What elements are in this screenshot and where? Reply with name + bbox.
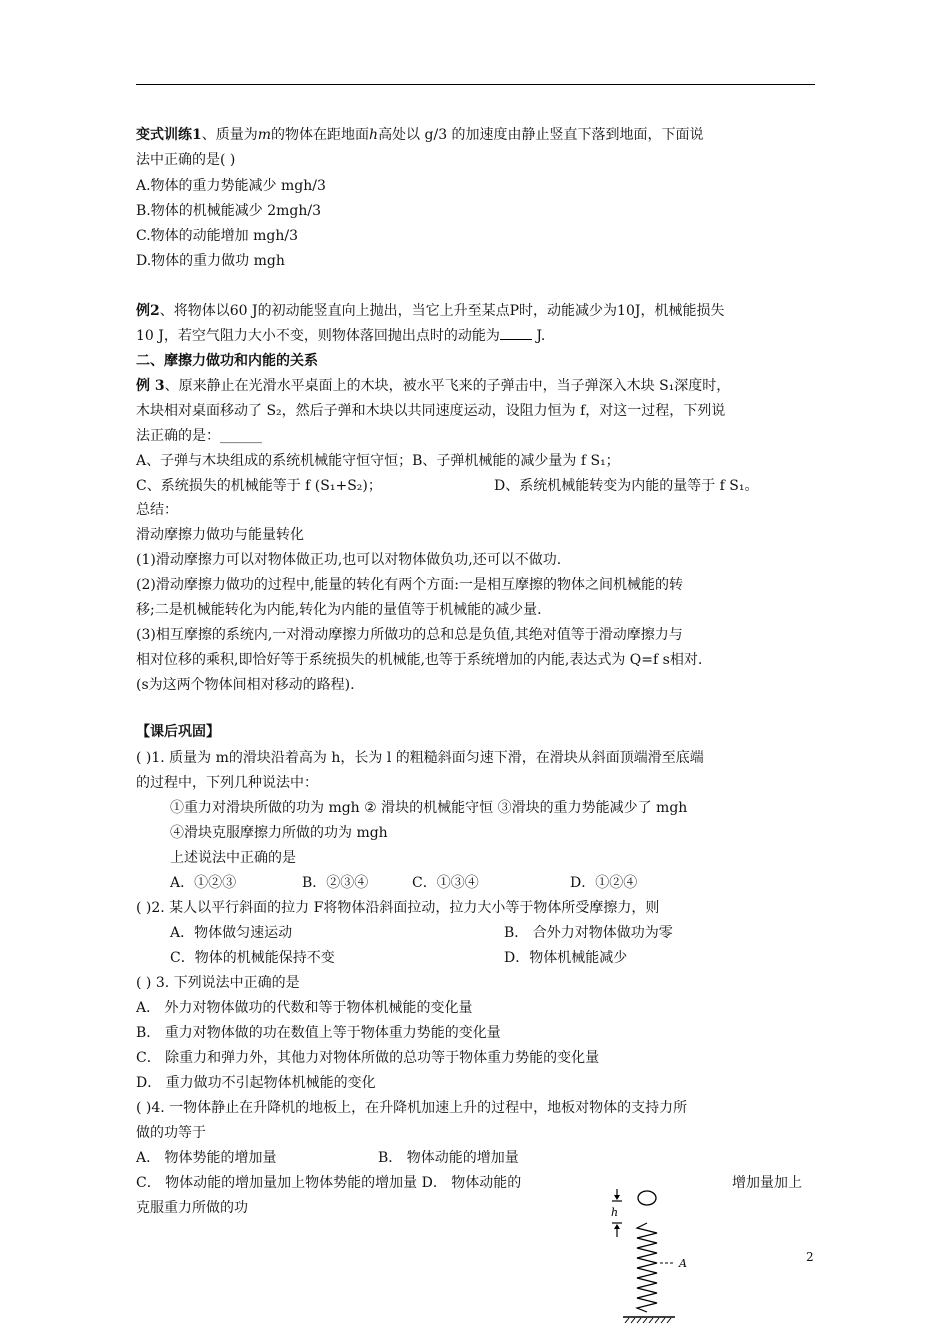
q3-option-a: A． 外力对物体做功的代数和等于物体机械能的变化量 [136, 1000, 473, 1016]
q4-option-b: B． 物体动能的增加量 [378, 1150, 519, 1166]
exercise1-option-a: A.物体的重力势能减少 mgh/3 [136, 178, 326, 194]
text: J. [531, 328, 546, 344]
summary-point3b: 相对位移的乘积,即恰好等于系统损失的机械能,也等于系统增加的内能,表达式为 Q=f s相对. [136, 652, 703, 668]
example3-line2: 木块相对桌面移动了 S₂，然后子弹和木块以共同速度运动，设阻力恒为 f，对这一过程，下列说 [136, 403, 726, 419]
q4-line2: 做的功等于 [136, 1125, 206, 1141]
example3-options-ab: A、子弹与木块组成的系统机械能守恒守恒；B、子弹机械能的减少量为 f S₁； [136, 453, 620, 469]
summary-point3a: (3)相互摩擦的系统内,一对滑动摩擦力所做功的总和总是负值,其绝对值等于滑动摩擦力与 [136, 627, 683, 643]
q1-option-a: A．①②③ [170, 875, 237, 891]
summary-title: 总结： [136, 502, 178, 518]
q1-statement2: ④滑块克服摩擦力所做的功为 mgh [170, 825, 388, 841]
arrow-up-icon [614, 1224, 620, 1229]
example3-heading: 例 3 [136, 378, 165, 394]
q1-option-b: B．②③④ [302, 875, 369, 891]
label-h: h [611, 1206, 619, 1219]
q2-line1: ( )2. 某人以平行斜面的拉力 F将物体沿斜面拉动，拉力大小等于物体所受摩擦力，则 [136, 900, 660, 916]
q2-option-d: D．物体机械能减少 [504, 950, 628, 966]
q2-option-b: B． 合外力对物体做功为零 [504, 925, 673, 941]
summary-point3c: (s为这两个物体间相对移动的路程). [136, 677, 355, 693]
example2-line2 [136, 327, 545, 345]
example3-line1 [136, 377, 730, 395]
var-m: m [257, 127, 272, 143]
summary-point2a: (2)滑动摩擦力做功的过程中,能量的转化有两个方面:一是相互摩擦的物体之间机械能的转 [136, 577, 683, 593]
example3-line3: 法正确的是：______ [136, 428, 262, 444]
q4-line-last: 克服重力所做的功 [136, 1200, 248, 1216]
example2-line1 [136, 302, 724, 320]
example3-option-d: D、系统机械能转变为内能的量等于 f S₁。 [494, 478, 759, 494]
q4-line1: ( )4. 一物体静止在升降机的地板上，在升降机加速上升的过程中，地板对物体的支持力所 [136, 1100, 688, 1116]
summary-point2b: 移;二是机械能转化为内能,转化为内能的量值等于机械能的减少量. [136, 602, 542, 618]
q3-option-d: D． 重力做功不引起物体机械能的变化 [136, 1075, 376, 1091]
exercise1-option-b: B.物体的机械能减少 2mgh/3 [136, 203, 321, 219]
spring [637, 1223, 657, 1312]
header-rule [136, 84, 815, 85]
q2-option-a: A．物体做匀速运动 [170, 925, 293, 941]
summary-point1: (1)滑动摩擦力可以对物体做正功,也可以对物体做负功,还可以不做功. [136, 552, 562, 568]
homework-title: 【课后巩固】 [136, 724, 220, 740]
q1-line2: 的过程中，下列几种说法中： [136, 775, 318, 791]
text: 的物体在距地面 [271, 127, 370, 143]
text: 、将物体以60 J的初动能竖直向上抛出，当它上升至某点P时，动能减少为10J，机械能损失 [159, 303, 725, 319]
q4-option-cd: C． 物体动能的增加量加上物体势能的增加量 D． 物体动能的 [136, 1175, 522, 1191]
spring-ball-figure [605, 1185, 715, 1325]
q3-option-b: B． 重力对物体做的功在数值上等于物体重力势能的变化量 [136, 1025, 501, 1041]
q1-option-d: D．①②④ [570, 875, 638, 891]
q1-option-c: C．①③④ [412, 875, 479, 891]
q3-option-c: C． 除重力和弹力外，其他力对物体所做的总功等于物体重力势能的变化量 [136, 1050, 600, 1066]
page-number: 2 [806, 1250, 814, 1264]
exercise1-line1 [136, 126, 704, 144]
q1-statement1: ①重力对滑块所做的功为 mgh ② 滑块的机械能守恒 ③滑块的重力势能减少了 mgh [170, 800, 688, 816]
ground-hatch [625, 1318, 671, 1323]
q2-option-c: C．物体的机械能保持不变 [170, 950, 335, 966]
q3-line1: ( ) 3. 下列说法中正确的是 [136, 975, 300, 991]
q4-option-d-cont: 增加量加上 [732, 1175, 802, 1191]
example2-heading: 例2 [136, 303, 160, 319]
arrow-down-icon [614, 1195, 620, 1200]
exercise1-option-d: D.物体的重力做功 mgh [136, 253, 285, 269]
example3-option-c: C、系统损失的机械能等于 f (S₁+S₂)； [136, 478, 382, 494]
q4-option-a: A． 物体势能的增加量 [136, 1150, 277, 1166]
text: 、原来静止在光滑水平桌面上的木块，被水平飞来的子弹击中，当子弹深入木块 S₁深度时， [164, 378, 731, 394]
exercise1-line2: 法中正确的是( ) [136, 152, 236, 168]
exercise1-heading: 变式训练1 [136, 127, 202, 143]
var-h: h [369, 127, 379, 143]
exercise1-option-c: C.物体的动能增加 mgh/3 [136, 228, 298, 244]
summary-subtitle: 滑动摩擦力做功与能量转化 [136, 527, 304, 543]
answer-blank [500, 327, 532, 340]
q1-line1: ( )1. 质量为 m的滑块沿着高为 h，长为 l 的粗糙斜面匀速下滑，在滑块从斜面顶端滑至底端 [136, 750, 704, 766]
ball [638, 1191, 656, 1205]
text: 、质量为 [201, 127, 258, 143]
section2-title: 二、摩擦力做功和内能的关系 [136, 353, 318, 369]
q1-statement3: 上述说法中正确的是 [170, 850, 296, 866]
text: 10 J，若空气阻力大小不变，则物体落回抛出点时的动能为 [136, 328, 500, 344]
label-a: A [679, 1257, 687, 1270]
text: 高处以 g/3 的加速度由静止竖直下落到地面，下面说 [378, 127, 704, 143]
